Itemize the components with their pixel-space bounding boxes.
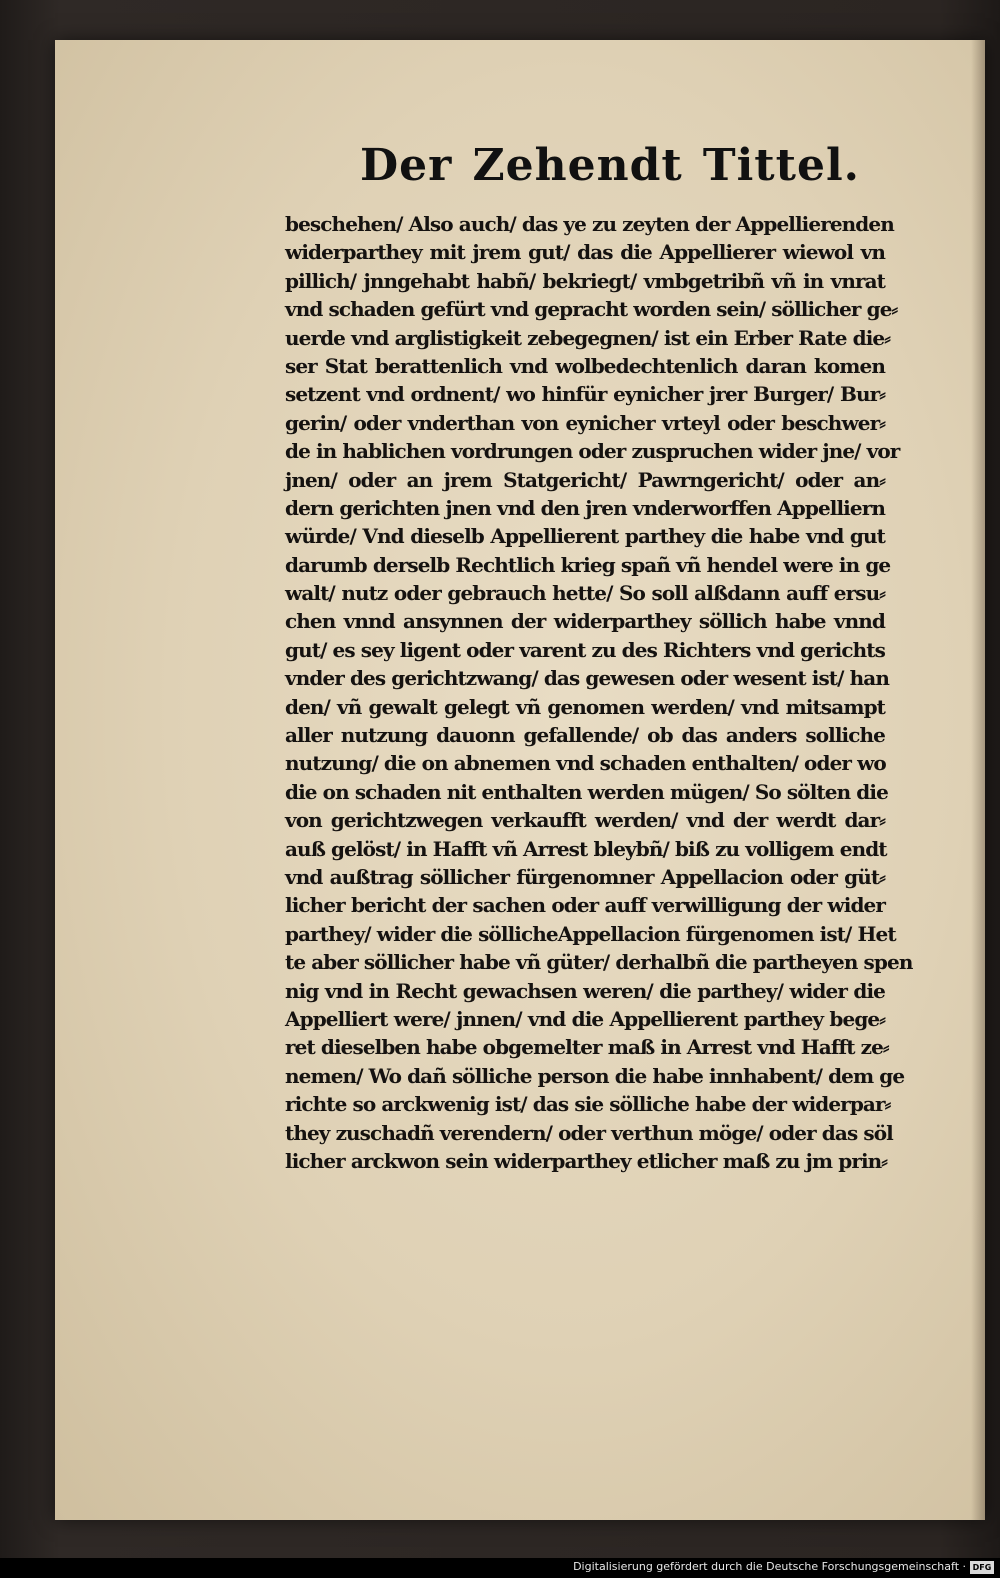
text-line: ser Stat berattenlich vnd wolbedechtenlich daran komen	[285, 353, 885, 378]
text-line: widerparthey mit jrem gut/ das die Appellierer wiewol vn	[285, 240, 885, 265]
text-line: vnd außtrag söllicher fürgenomner Appellacion oder güt⸗	[285, 864, 885, 889]
text-line: walt/ nutz oder gebrauch hette/ So soll alßdann auff ersu⸗	[285, 581, 885, 606]
text-line: nemen/ Wo dañ sölliche person die habe innhabent/ dem ge	[285, 1063, 905, 1088]
text-line: den/ vñ gewalt gelegt vñ genomen werden/ vnd mitsampt	[285, 694, 885, 719]
text-line: licher bericht der sachen oder auff verwilligung der wider	[285, 893, 885, 918]
text-line: parthey/ wider die söllicheAppellacion fürgenomen ist/ Het	[285, 921, 896, 946]
text-line: die on schaden nit enthalten werden mügen/ So sölten die	[285, 779, 888, 804]
text-line: uerde vnd arglistigkeit zebegegnen/ ist ein Erber Rate die⸗	[285, 325, 890, 350]
text-line: chen vnnd ansynnen der widerparthey söllich habe vnnd	[285, 609, 885, 634]
text-line: gut/ es sey ligent oder varent zu des Richters vnd gerichts	[285, 637, 885, 662]
footer-bar	[0, 1558, 1000, 1578]
text-line: jnen/ oder an jrem Statgericht/ Pawrngericht/ oder an⸗	[285, 467, 885, 492]
dfg-logo-icon: DFG	[970, 1561, 994, 1574]
text-line: setzent vnd ordnent/ wo hinfür eynicher jrer Burger/ Bur⸗	[285, 382, 885, 407]
text-line: auß gelöst/ in Hafft vñ Arrest bleybñ/ biß zu volligem endt	[285, 836, 887, 861]
text-line: beschehen/ Also auch/ das ye zu zeyten der Appellierenden	[285, 212, 894, 236]
text-line: darumb derselb Rechtlich krieg spañ vñ hendel were in ge	[285, 552, 891, 577]
heading-word-2: Zehendt	[472, 140, 683, 191]
text-line: würde/ Vnd dieselb Appellierent parthey die habe vnd gut	[285, 524, 885, 549]
text-line: pillich/ jnngehabt habñ/ bekriegt/ vmbgetribñ vñ in vnrat	[285, 268, 885, 293]
text-line: Appelliert were/ jnnen/ vnd die Appellierent parthey bege⸗	[285, 1006, 885, 1031]
text-line: nutzung/ die on abnemen vnd schaden enthalten/ oder wo	[285, 751, 886, 776]
text-line: vnd schaden gefürt vnd gepracht worden sein/ söllicher ge⸗	[285, 297, 898, 322]
text-line: they zuschadñ verendern/ oder verthun möge/ oder das söl	[285, 1120, 893, 1145]
text-line: licher arckwon sein widerparthey etlicher maß zu jm prin⸗	[285, 1148, 888, 1173]
funding-notice: Digitalisierung gefördert durch die Deutsche Forschungsgemeinschaft ·	[573, 1560, 966, 1573]
text-line: te aber söllicher habe vñ güter/ derhalbñ die partheyen spen	[285, 950, 913, 975]
text-line: ret dieselben habe obgemelter maß in Arrest vnd Hafft ze⸗	[285, 1035, 889, 1060]
text-line: gerin/ oder vnderthan von eynicher vrteyl oder beschwer⸗	[285, 410, 885, 435]
text-line: aller nutzung dauonn gefallende/ ob das anders solliche	[285, 723, 885, 748]
body-text	[285, 210, 913, 1175]
text-line: von gerichtzwegen verkaufft werden/ vnd der werdt dar⸗	[285, 808, 885, 833]
text-line: de in hablichen vordrungen oder zuspruchen wider jne/ vor	[285, 439, 900, 464]
book-page	[55, 40, 985, 1520]
text-line: richte so arckwenig ist/ das sie sölliche habe der widerpar⸗	[285, 1092, 891, 1117]
text-line: vnder des gerichtzwang/ das gewesen oder wesent ist/ han	[285, 666, 889, 691]
heading-word-3: Tittel.	[702, 140, 860, 191]
text-line: nig vnd in Recht gewachsen weren/ die parthey/ wider die	[285, 978, 885, 1003]
text-line: dern gerichten jnen vnd den jren vnderworffen Appelliern	[285, 495, 885, 520]
chapter-heading	[360, 140, 860, 191]
heading-word-1: Der	[360, 140, 453, 191]
